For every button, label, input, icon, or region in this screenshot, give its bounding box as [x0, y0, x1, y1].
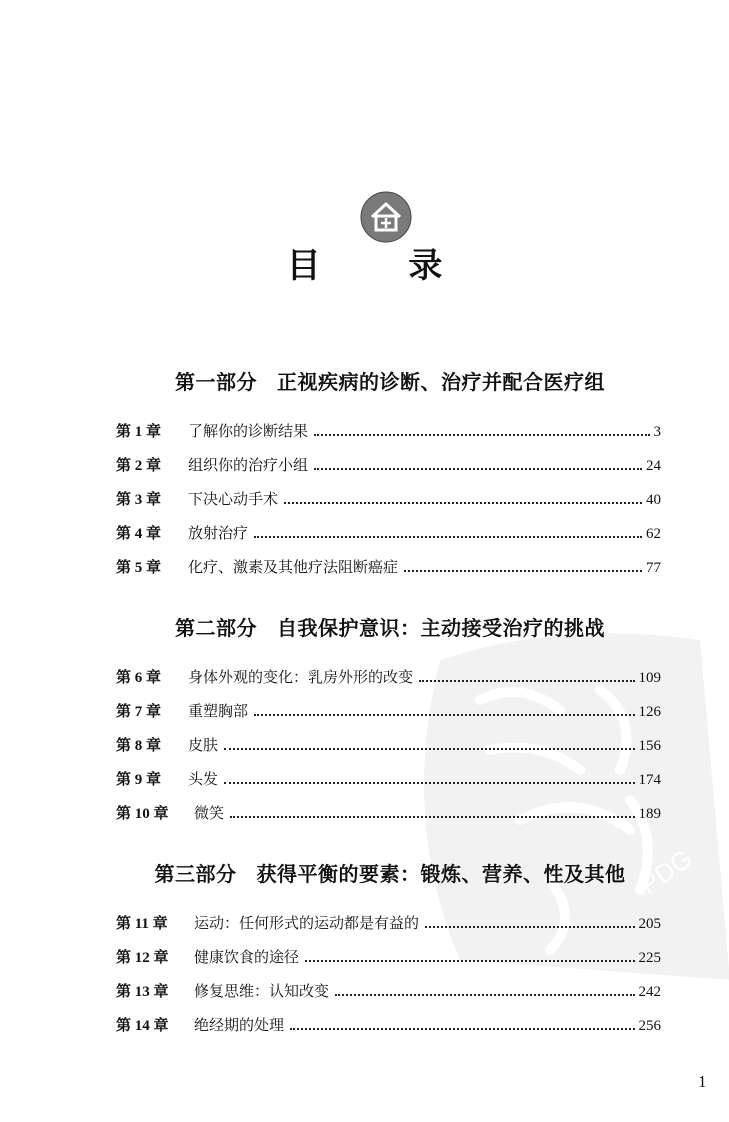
chapter-page: 174 [638, 772, 661, 788]
toc-entry[interactable] [116, 734, 661, 756]
part-heading-2 [0, 612, 729, 641]
chapter-page: 3 [653, 424, 661, 440]
toc-entry[interactable] [116, 666, 661, 688]
toc-entry[interactable] [116, 488, 661, 510]
chapter-title: 身体外观的变化：乳房外形的改变 [188, 668, 414, 686]
chapter-title: 组织你的治疗小组 [188, 456, 309, 474]
toc-entry[interactable] [116, 556, 661, 578]
chapter-title: 微笑 [194, 804, 225, 822]
chapter-title: 皮肤 [188, 736, 219, 754]
dot-leader [284, 502, 642, 504]
toc-entry[interactable] [116, 420, 661, 442]
chapter-page: 242 [638, 984, 661, 1000]
chapter-page: 40 [646, 492, 661, 508]
chapter-number: 第 5 章 [116, 560, 162, 576]
chapter-title: 化疗、激素及其他疗法阻断癌症 [188, 558, 399, 576]
chapter-title: 放射治疗 [188, 524, 249, 542]
dot-leader [224, 782, 634, 784]
toc-entry[interactable] [116, 1014, 661, 1036]
toc-entry[interactable] [116, 454, 661, 476]
chapter-number: 第 11 章 [116, 916, 168, 932]
dot-leader [425, 926, 634, 928]
toc-entry[interactable] [116, 802, 661, 824]
part-label: 第二部分 [175, 616, 257, 640]
chapter-number: 第 12 章 [116, 950, 169, 966]
part-heading-3 [0, 858, 729, 887]
page-title: 目 录 [286, 246, 481, 286]
chapter-number: 第 7 章 [116, 704, 162, 720]
chapter-title: 修复思维：认知改变 [194, 982, 330, 1000]
toc-entry[interactable] [116, 980, 661, 1002]
dot-leader [254, 536, 642, 538]
chapter-page: 189 [638, 806, 661, 822]
chapter-number: 第 9 章 [116, 772, 162, 788]
part-heading-1 [0, 366, 729, 395]
part-title: 获得平衡的要素：锻炼、营养、性及其他 [256, 862, 626, 886]
chapter-title: 绝经期的处理 [194, 1016, 285, 1034]
dot-leader [314, 468, 642, 470]
chapter-title: 重塑胸部 [188, 702, 249, 720]
house-emblem-icon [360, 191, 412, 243]
chapter-number: 第 14 章 [116, 1018, 169, 1034]
chapter-number: 第 4 章 [116, 526, 162, 542]
chapter-page: 156 [638, 738, 661, 754]
chapter-number: 第 8 章 [116, 738, 162, 754]
chapter-page: 205 [638, 916, 661, 932]
dot-leader [335, 994, 634, 996]
chapter-page: 24 [646, 458, 661, 474]
dot-leader [404, 570, 642, 572]
part-label: 第三部分 [154, 862, 237, 886]
toc-entry[interactable] [116, 768, 661, 790]
chapter-page: 256 [638, 1018, 661, 1034]
page-number: 1 [698, 1072, 707, 1091]
toc-entry[interactable] [116, 912, 661, 934]
chapter-number: 第 2 章 [116, 458, 162, 474]
dot-leader [419, 680, 634, 682]
chapter-title: 头发 [188, 770, 219, 788]
dot-leader [290, 1028, 634, 1030]
toc-entry[interactable] [116, 522, 661, 544]
dot-leader [224, 748, 634, 750]
watermark-text: PDG [634, 843, 698, 900]
chapter-title: 健康饮食的途径 [194, 948, 300, 966]
part-title: 正视疾病的诊断、治疗并配合医疗组 [277, 370, 605, 394]
dot-leader [305, 960, 634, 962]
chapter-number: 第 3 章 [116, 492, 162, 508]
chapter-title: 运动：任何形式的运动都是有益的 [194, 914, 420, 932]
chapter-title: 了解你的诊断结果 [188, 422, 309, 440]
dot-leader [230, 816, 634, 818]
toc-entry[interactable] [116, 946, 661, 968]
chapter-page: 77 [646, 560, 661, 576]
dot-leader [254, 714, 634, 716]
chapter-number: 第 13 章 [116, 984, 169, 1000]
part-title: 自我保护意识：主动接受治疗的挑战 [277, 616, 605, 640]
chapter-number: 第 6 章 [116, 670, 162, 686]
toc-entry[interactable] [116, 700, 661, 722]
chapter-page: 62 [646, 526, 661, 542]
dot-leader [314, 434, 649, 436]
chapter-page: 225 [638, 950, 661, 966]
chapter-page: 109 [638, 670, 661, 686]
chapter-number: 第 1 章 [116, 424, 162, 440]
chapter-number: 第 10 章 [116, 806, 169, 822]
part-label: 第一部分 [175, 370, 257, 394]
chapter-page: 126 [638, 704, 661, 720]
chapter-title: 下决心动手术 [188, 490, 279, 508]
